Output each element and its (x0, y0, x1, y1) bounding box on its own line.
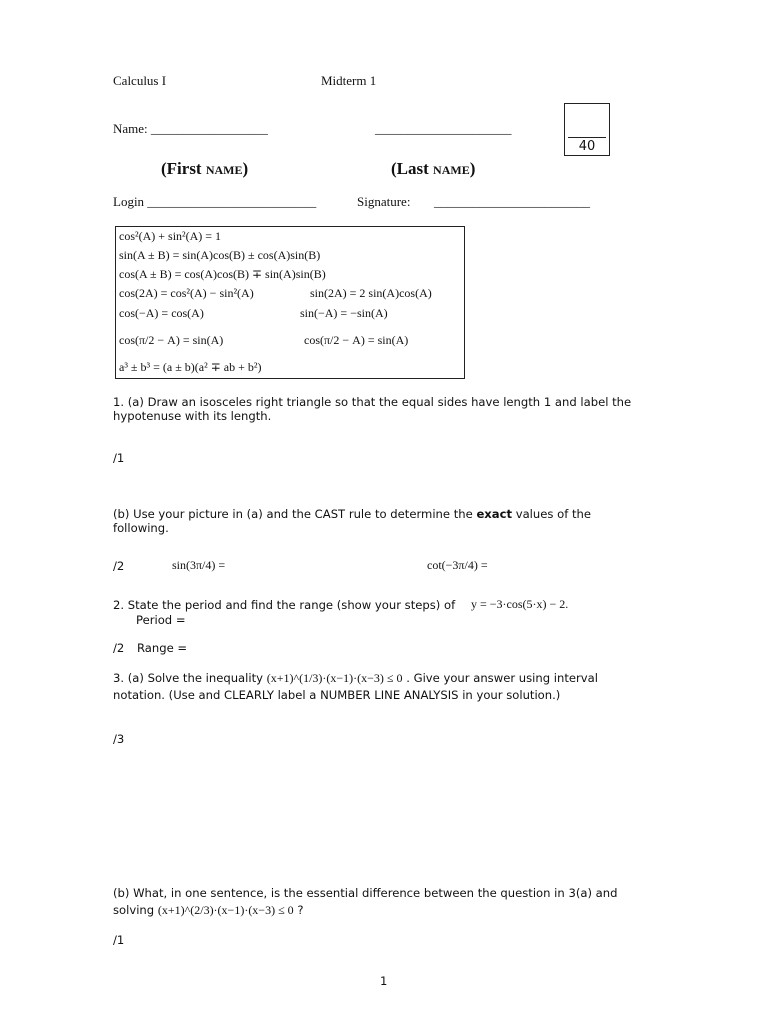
formula-sum-cubes: a³ ± b³ = (a ± b)(a² ∓ ab + b²) (119, 360, 262, 374)
q3b-text-line1: (b) What, in one sentence, is the essential difference between the question in 3(a) and (113, 886, 618, 900)
q2-period-label: Period = (136, 613, 186, 627)
page-number: 1 (380, 974, 388, 988)
formula-sheet (115, 226, 465, 379)
q3a-marks: /3 (113, 732, 125, 746)
formula-cos-double: cos(2A) = cos²(A) − sin²(A) (119, 286, 254, 300)
name-field-label[interactable]: Name: __________________ (113, 121, 268, 136)
formula-sin-double: sin(2A) = 2 sin(A)cos(A) (310, 286, 432, 300)
formula-pythagorean: cos²(A) + sin²(A) = 1 (119, 229, 222, 243)
signature-label: Signature: (357, 194, 411, 209)
score-divider (568, 137, 606, 138)
total-score-box (564, 103, 610, 156)
last-name-caption: (Last NAME) (391, 159, 476, 178)
q1b-marks: /2 (113, 559, 125, 573)
formula-cofunction-1: cos(π/2 − A) = sin(A) (119, 333, 224, 347)
total-marks: 40 (578, 139, 596, 154)
q3b-inequality: (x+1)^(2/3)·(x−1)·(x−3) ≤ 0 (157, 903, 294, 917)
last-name-blank[interactable]: _____________________ (375, 121, 512, 136)
login-field[interactable]: Login __________________________ (113, 194, 317, 209)
q1a-marks: /1 (113, 451, 125, 465)
q3a-text-line2: notation. (Use and CLEARLY label a NUMBER LINE ANALYSIS in your solution.) (113, 688, 561, 702)
formula-cos-even: cos(−A) = cos(A) (119, 306, 204, 320)
q1a-text-line2: hypotenuse with its length. (113, 409, 272, 423)
q1b-text-line2: following. (113, 521, 169, 535)
formula-sin-sum: sin(A ± B) = sin(A)cos(B) ± cos(A)sin(B) (119, 248, 321, 262)
q3b-text-line2: solving (x+1)^(2/3)·(x−1)·(x−3) ≤ 0 ? (113, 903, 304, 917)
signature-blank[interactable]: ________________________ (434, 194, 590, 209)
q1b-exact-emphasis: exact (476, 507, 513, 521)
course-title: Calculus I (113, 73, 167, 88)
q3a-text-line1: 3. (a) Solve the inequality (x+1)^(1/3)·(x−1)·(x−3) ≤ 0 . Give your answer using interval (113, 671, 598, 685)
exam-title: Midterm 1 (321, 73, 377, 88)
first-name-caption: (First NAME) (161, 159, 249, 178)
q2-range-label: Range = (137, 641, 188, 655)
q1b-sin-expression: sin(3π/4) = (172, 558, 226, 572)
q1b-cot-expression: cot(−3π/4) = (427, 558, 488, 572)
formula-sin-odd: sin(−A) = −sin(A) (300, 306, 388, 320)
q3a-inequality: (x+1)^(1/3)·(x−1)·(x−3) ≤ 0 (266, 671, 403, 685)
q2-function: y = −3·cos(5·x) − 2. (471, 597, 569, 611)
q2-text: 2. State the period and find the range (show your steps) of (113, 598, 456, 612)
q1a-text-line1: 1. (a) Draw an isosceles right triangle so that the equal sides have length 1 and label the (113, 395, 632, 409)
formula-cofunction-2: cos(π/2 − A) = sin(A) (304, 333, 409, 347)
q1b-text-line1: (b) Use your picture in (a) and the CAST rule to determine the exact values of the (113, 507, 591, 521)
q2-marks: /2 (113, 641, 125, 655)
q3b-marks: /1 (113, 933, 125, 947)
formula-cos-sum: cos(A ± B) = cos(A)cos(B) ∓ sin(A)sin(B) (119, 267, 326, 281)
